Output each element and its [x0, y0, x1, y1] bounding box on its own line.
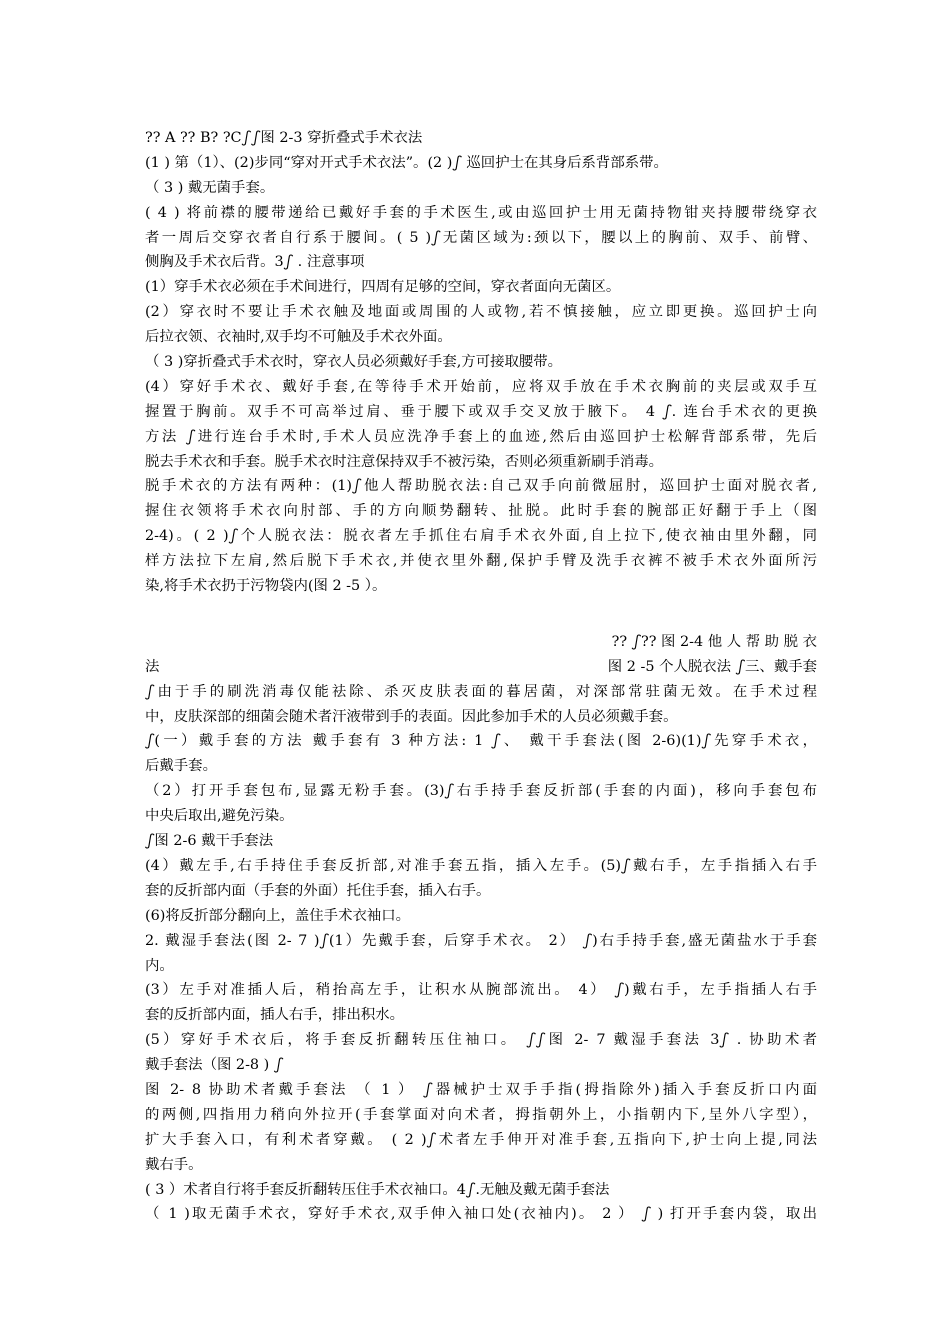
text-line: 握置于胸前。双手不可高举过肩、垂于腰下或双手交叉放于腋下。 4 ഽ. 连台手术衣的更换 — [145, 403, 817, 420]
text-line: (1 ) 第（1）、(2)步同“穿对开式手术衣法”。(2 )ഽ 巡回护士在其身后系背部系带。 — [145, 154, 668, 171]
text-line: (5）穿好手术衣后，将手套反折翻转压住袖口。 ഽഽ图 2- 7 戴湿手套法 3ഽ . 协助术者 — [145, 1032, 817, 1049]
text-line: 握住衣领将手术衣向肘部、手的方向顺势翻转、扯脱。此时手套的腕部正好翻于手上（图 — [145, 503, 817, 520]
text-line: （ 3 ) 戴无菌手套。 — [145, 179, 275, 196]
text-line: （ 1 )取无菌手术衣，穿好手术衣,双手伸入袖口处(衣袖内)。 2 ） ഽ ) 打开手套内袋，取出 — [145, 1206, 817, 1223]
text-line: (4）戴左手,右手持住手套反折部,对准手套五指，插入左手。(5)ഽ戴右手，左手指插入右手 — [145, 857, 817, 874]
text-line: （ 3 )穿折叠式手术衣时，穿衣人员必须戴好手套,方可接取腰带。 — [145, 354, 563, 371]
text-line: 中央后取出,避免污染。 — [145, 808, 294, 825]
text-line: (6)将反折部分翻向上，盖住手术衣袖口。 — [145, 907, 411, 924]
text-line: 侧胸及手术衣后背。3ഽ . 注意事项 — [145, 254, 365, 271]
text-line: ഽ图 2-6 戴干手套法 — [145, 833, 274, 850]
figure-caption-right: 图 2 -5 个人脱衣法 ഽ三、戴手套 — [607, 658, 817, 675]
text-line: 脱去手术衣和手套。脱手术衣时注意保持双手不被污染，否则必须重新刷手消毒。 — [145, 453, 664, 470]
text-line: (4）穿好手术衣、戴好手套,在等待手术开始前，应将双手放在手术衣胸前的夹层或双手互 — [145, 378, 817, 395]
text-line: (3）左手对准插人后，稍抬高左手，让积水从腕部流出。 4） ഽ)戴右手，左手指插人右手 — [145, 982, 817, 999]
text-line: 扩大手套入口，有利术者穿戴。 ( 2 )ഽ术者左手伸开对准手套,五指向下,护士向上提,同法 — [145, 1131, 817, 1148]
text-line: 套的反折部内面（手套的外面）托住手套，插入右手。 — [145, 882, 491, 899]
text-line: ഽ(一）戴手套的方法 戴手套有 3 种方法: 1 ഽ、 戴干手套法(图 2-6)(1)ഽ先穿手术衣， — [145, 733, 817, 750]
text-line: 染,将手术衣扔于污物袋内(图 2 -5 ）。 — [145, 578, 387, 595]
text-line: 者一周后交穿衣者自行系于腰间。( 5 )ഽ无菌区域为:颈以下，腰以上的胸前、双手、前臂、 — [145, 229, 817, 246]
text-line: 戴右手。 — [145, 1156, 203, 1173]
text-line: 2. 戴湿手套法(图 2- 7 )ഽ(1）先戴手套，后穿手术衣。 2） ഽ)右手持手套,盛无菌盐水于手套 — [145, 932, 817, 949]
text-line: 戴手套法（图 2-8 ) ഽ — [145, 1057, 284, 1074]
text-line: 内。 — [145, 957, 174, 974]
text-line: 脱手术衣的方法有两种：(1)ഽ他人帮助脱衣法:自己双手向前微屈肘，巡回护士面对脱衣者, — [145, 478, 817, 495]
text-line: 2-4)。( 2 )ഽ个人脱衣法：脱衣者左手抓住右肩手术衣外面,自上拉下,使衣袖由里外翻，同 — [145, 528, 817, 545]
text-line: （2）打开手套包布,显露无粉手套。(3)ഽ右手持手套反折部(手套的内面)，移向手套包布 — [145, 783, 817, 800]
figure-caption: ?? ഽ?? 图 2-4 他 人 帮 助 脱 衣 — [611, 633, 817, 650]
text-line: 套的反折部内面，插人右手，排出积水。 — [145, 1007, 405, 1024]
text-line: (2）穿衣时不要让手术衣触及地面或周围的人或物,若不慎接触，应立即更换。巡回护士向 — [145, 304, 817, 321]
text-line: 后戴手套。 — [145, 758, 217, 775]
text-line: ( 3 ）术者自行将手套反折翻转压住手术衣袖口。4ഽ.无触及戴无菌手套法 — [145, 1181, 610, 1198]
figure-caption-row — [145, 655, 817, 680]
text-line: 的两侧,四指用力稍向外拉开(手套掌面对向术者，拇指朝外上，小指朝内下,呈外八字型）， — [145, 1106, 817, 1123]
text-line: ഽ由于手的刷洗消毒仅能祛除、杀灭皮肤表面的暮居菌，对深部常驻菌无效。在手术过程 — [145, 683, 817, 700]
text-line: ?? A ?? B? ?Cഽഽ图 2-3 穿折叠式手术衣法 — [145, 130, 423, 146]
text-line: (1）穿手术衣必须在手术间进行，四周有足够的空间，穿衣者面向无菌区。 — [145, 279, 621, 296]
text-line: 方法 ഽ进行连台手术时,手术人员应洗净手套上的血迹,然后由巡回护士松解背部系带，先后 — [145, 428, 817, 445]
text-line: 后拉衣领、衣袖时,双手均不可触及手术衣外面。 — [145, 329, 452, 346]
figure-gap — [145, 599, 817, 630]
text-line: 图 2- 8 协助术者戴手套法 （ 1 ） ഽ器械护士双手手指(拇指除外)插入手套反折口内面 — [145, 1081, 817, 1098]
text-line: ( 4 ) 将前襟的腰带递给已戴好手套的手术医生,或由巡回护士用无菌持物钳夹持腰带绕穿衣 — [145, 204, 817, 221]
text-line: 样方法拉下左肩,然后脱下手术衣,并使衣里外翻,保护手臂及洗手衣裤不被手术衣外面所污 — [145, 553, 817, 570]
figure-caption-left: 法 — [145, 658, 160, 675]
document-body — [145, 126, 817, 1227]
text-line: 中，皮肤深部的细菌会随术者汗液带到手的表面。因此参加手术的人员必须戴手套。 — [145, 708, 678, 725]
